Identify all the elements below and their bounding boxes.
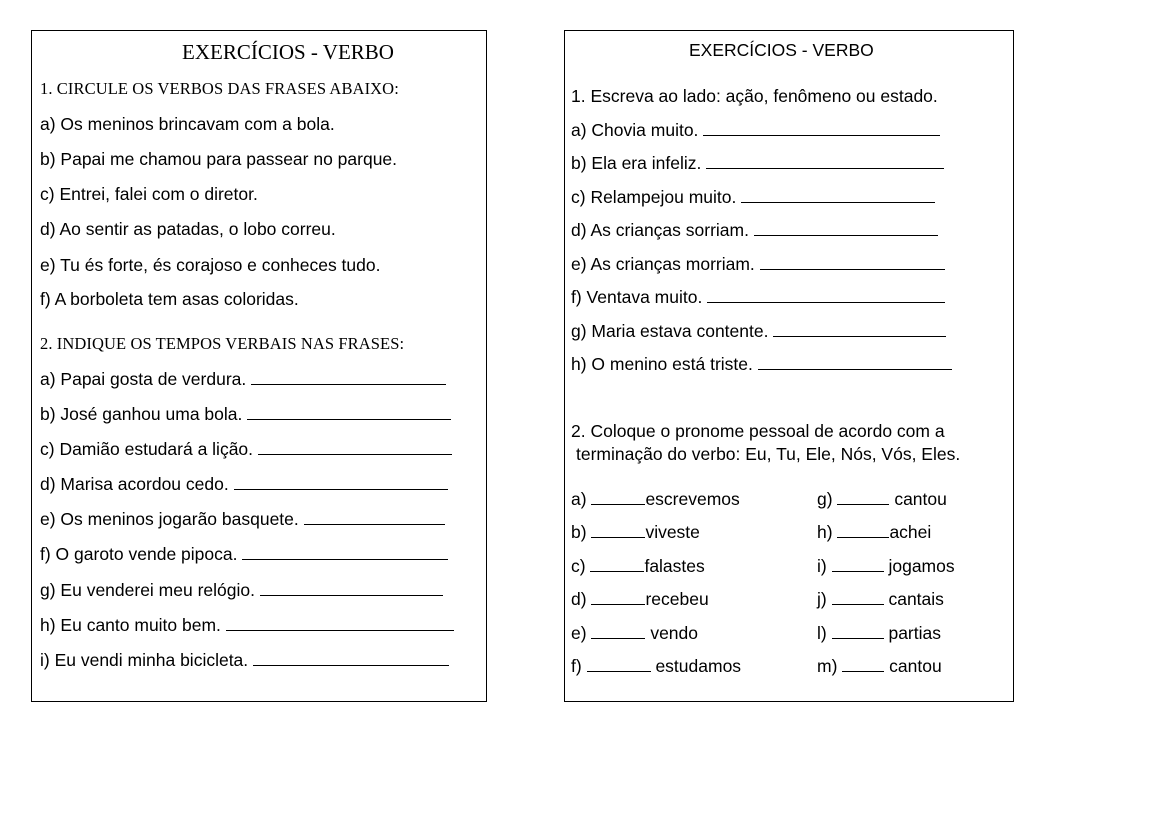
q2-item-l: l) partias bbox=[817, 623, 941, 643]
answer-blank bbox=[837, 523, 889, 538]
q2-item-e: e) vendo bbox=[571, 623, 698, 643]
answer-blank bbox=[741, 188, 935, 203]
answer-blank bbox=[837, 490, 889, 505]
answer-blank bbox=[304, 510, 445, 525]
answer-blank bbox=[242, 545, 448, 560]
worksheet-title: EXERCÍCIOS - VERBO bbox=[182, 40, 394, 64]
answer-blank bbox=[703, 121, 940, 136]
q2-item-m: m) cantou bbox=[817, 656, 942, 676]
q1-item-e: e) As crianças morriam. bbox=[571, 254, 945, 275]
q2-item-c: c) falastes bbox=[571, 556, 705, 576]
q2-item-a: a) Papai gosta de verdura. bbox=[40, 369, 446, 390]
q1-item-f: f) Ventava muito. bbox=[571, 287, 945, 308]
q1-item-a: a) Os meninos brincavam com a bola. bbox=[40, 114, 335, 134]
q2-item-g: g) cantou bbox=[817, 489, 947, 509]
answer-blank bbox=[587, 657, 651, 672]
q2-item-c: c) Damião estudará a lição. bbox=[40, 439, 452, 460]
answer-blank bbox=[832, 590, 884, 605]
q2-item-i: i) Eu vendi minha bicicleta. bbox=[40, 650, 449, 671]
question-2-heading-line2: terminação do verbo: Eu, Tu, Ele, Nós, Vós, Eles. bbox=[576, 444, 961, 464]
q1-item-h: h) O menino está triste. bbox=[571, 354, 952, 375]
answer-blank bbox=[706, 154, 944, 169]
answer-blank bbox=[590, 557, 644, 572]
q1-item-d: d) As crianças sorriam. bbox=[571, 220, 938, 241]
q2-item-j: j) cantais bbox=[817, 589, 944, 609]
question-1-heading: 1. Escreva ao lado: ação, fenômeno ou estado. bbox=[571, 86, 938, 106]
q1-item-c: c) Relampejou muito. bbox=[571, 187, 935, 208]
q2-item-b: b) José ganhou uma bola. bbox=[40, 404, 451, 425]
answer-blank bbox=[760, 255, 945, 270]
answer-blank bbox=[251, 370, 446, 385]
q2-item-f: f) O garoto vende pipoca. bbox=[40, 544, 448, 565]
answer-blank bbox=[832, 624, 884, 639]
q1-item-b: b) Ela era infeliz. bbox=[571, 153, 944, 174]
question-1-heading: 1. CIRCULE OS VERBOS DAS FRASES ABAIXO: bbox=[40, 79, 399, 98]
answer-blank bbox=[591, 624, 645, 639]
q1-item-g: g) Maria estava contente. bbox=[571, 321, 946, 342]
answer-blank bbox=[253, 651, 449, 666]
q2-item-h: h) Eu canto muito bem. bbox=[40, 615, 454, 636]
q1-item-b: b) Papai me chamou para passear no parque. bbox=[40, 149, 398, 169]
answer-blank bbox=[832, 557, 884, 572]
worksheet-right bbox=[564, 30, 1014, 702]
q2-item-b: b) viveste bbox=[571, 522, 700, 542]
q2-item-f: f) estudamos bbox=[571, 656, 742, 676]
answer-blank bbox=[591, 490, 645, 505]
q2-item-d: d) Marisa acordou cedo. bbox=[40, 474, 448, 495]
q1-item-c: c) Entrei, falei com o diretor. bbox=[40, 184, 258, 204]
question-2-heading: 2. INDIQUE OS TEMPOS VERBAIS NAS FRASES: bbox=[40, 334, 405, 353]
answer-blank bbox=[260, 581, 443, 596]
answer-blank bbox=[591, 523, 645, 538]
answer-blank bbox=[842, 657, 884, 672]
answer-blank bbox=[773, 322, 946, 337]
answer-blank bbox=[258, 440, 452, 455]
q2-item-i: i) jogamos bbox=[817, 556, 955, 576]
question-2-heading: 2. Coloque o pronome pessoal de acordo com a bbox=[571, 421, 945, 441]
answer-blank bbox=[247, 405, 451, 420]
answer-blank bbox=[758, 355, 952, 370]
answer-blank bbox=[226, 616, 454, 631]
q2-item-d: d) recebeu bbox=[571, 589, 709, 609]
answer-blank bbox=[591, 590, 645, 605]
answer-blank bbox=[754, 221, 938, 236]
worksheet-title: EXERCÍCIOS - VERBO bbox=[689, 40, 874, 60]
q2-item-h: h) achei bbox=[817, 522, 932, 542]
q1-item-e: e) Tu és forte, és corajoso e conheces tudo. bbox=[40, 255, 381, 275]
answer-blank bbox=[707, 288, 945, 303]
answer-blank bbox=[234, 475, 448, 490]
q2-item-a: a) escrevemos bbox=[571, 489, 740, 509]
q1-item-d: d) Ao sentir as patadas, o lobo correu. bbox=[40, 219, 336, 239]
q1-item-f: f) A borboleta tem asas coloridas. bbox=[40, 289, 299, 309]
q1-item-a: a) Chovia muito. bbox=[571, 120, 940, 141]
q2-item-g: g) Eu venderei meu relógio. bbox=[40, 580, 443, 601]
q2-item-e: e) Os meninos jogarão basquete. bbox=[40, 509, 445, 530]
worksheet-left bbox=[31, 30, 487, 702]
